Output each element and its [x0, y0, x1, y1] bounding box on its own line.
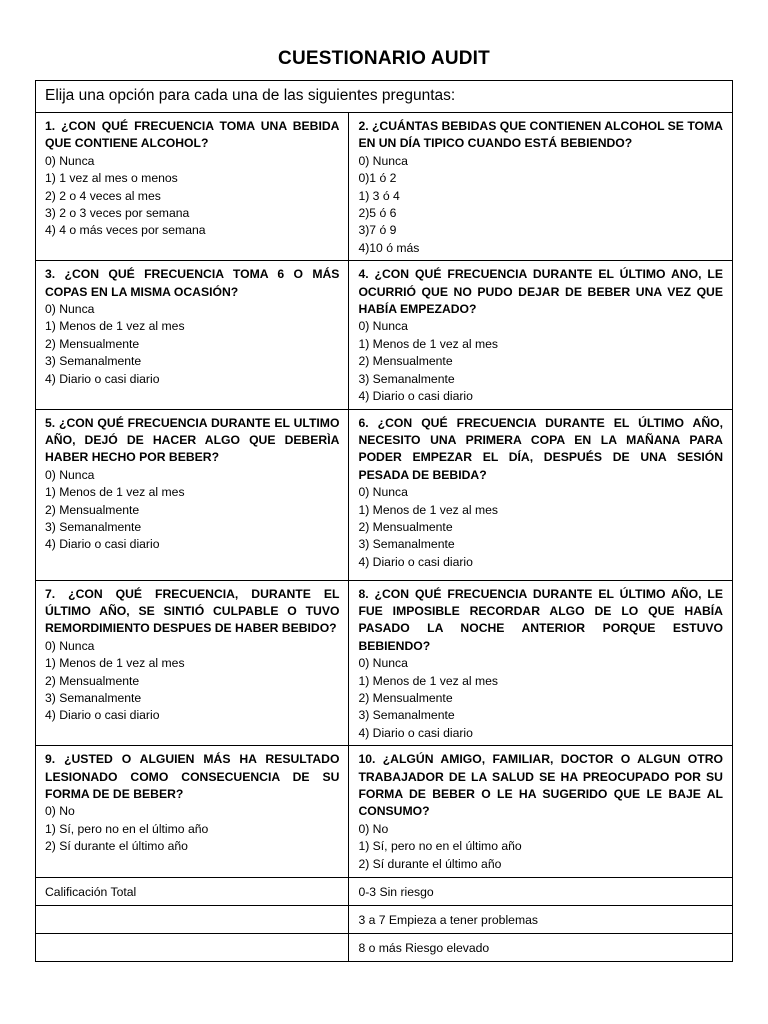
option-0: 0) No — [45, 804, 75, 819]
question-text: 6. ¿CON QUÉ FRECUENCIA DURANTE EL ÚLTIMO AÑO, NECESITO UNA PRIMERA COPA EN LA MAÑANA PARA PODER EMPEZAR EL DÍA, DESPUÉS DE UNA SESIÓN PESADA DE BEBIDA? — [358, 415, 723, 482]
question-text: 10. ¿ALGÚN AMIGO, FAMILIAR, DOCTOR O ALGUN OTRO TRABAJADOR DE LA SALUD SE HA PREOCUPADO POR SU FORMA DE BEBER O LE HA SUGERIDO QUE LE BAJE AL CONSUMO? — [358, 752, 723, 819]
option-1: 1) Sí, pero no en el último año — [358, 839, 522, 854]
option-1: 1) Menos de 1 vez al mes — [45, 656, 185, 671]
option-2: 2) Mensualmente — [358, 519, 453, 534]
option-1: 1) Menos de 1 vez al mes — [358, 336, 498, 351]
question-text: 1. ¿CON QUÉ FRECUENCIA TOMA UNA BEBIDA QUE CONTIENE ALCOHOL? — [45, 119, 340, 151]
question-1 — [36, 113, 349, 261]
option-3: 3) Semanalmente — [358, 708, 455, 723]
option-1: 1) 1 vez al mes o menos — [45, 171, 178, 186]
option-3: 3) Semanalmente — [358, 371, 455, 386]
question-3 — [36, 261, 349, 409]
question-5 — [36, 409, 349, 580]
option-1: 0)1 ó 2 — [358, 171, 397, 186]
question-9 — [36, 746, 349, 878]
audit-questionnaire-table — [35, 80, 733, 962]
question-row — [36, 746, 733, 878]
empty-cell — [36, 934, 349, 962]
option-1: 1) Menos de 1 vez al mes — [358, 502, 498, 517]
option-1: 1) Menos de 1 vez al mes — [358, 673, 498, 688]
option-2: 2) Mensualmente — [45, 336, 140, 351]
option-2: 2) Mensualmente — [45, 502, 140, 517]
option-0: 0) Nunca — [45, 467, 95, 482]
option-2: 2) Mensualmente — [358, 354, 453, 369]
score-range-high: 8 o más Riesgo elevado — [349, 934, 733, 962]
option-3: 3) Semanalmente — [45, 690, 142, 705]
question-row — [36, 580, 733, 746]
question-6 — [349, 409, 733, 580]
option-0: 0) Nunca — [358, 153, 408, 168]
instructions-row — [36, 81, 733, 113]
question-7 — [36, 580, 349, 746]
option-2: 2) Mensualmente — [45, 673, 140, 688]
question-4 — [349, 261, 733, 409]
question-text: 7. ¿CON QUÉ FRECUENCIA, DURANTE EL ÚLTIMO AÑO, SE SINTIÓ CULPABLE O TUVO REMORDIMIENTO DESPUES DE HABER BEBIDO? — [45, 586, 340, 636]
question-row — [36, 409, 733, 580]
option-1: 1) Menos de 1 vez al mes — [45, 319, 185, 334]
score-row — [36, 906, 733, 934]
option-3: 3) Semanalmente — [45, 519, 142, 534]
question-row — [36, 261, 733, 409]
question-2 — [349, 113, 733, 261]
option-4: 3)7 ó 9 — [358, 223, 397, 238]
option-4: 4) Diario o casi diario — [358, 554, 473, 569]
score-row — [36, 934, 733, 962]
question-row — [36, 113, 733, 261]
empty-cell — [36, 906, 349, 934]
option-2: 2) 2 o 4 veces al mes — [45, 188, 161, 203]
option-3: 2)5 ó 6 — [358, 206, 397, 221]
option-0: 0) Nunca — [358, 485, 408, 500]
option-3: 3) Semanalmente — [358, 537, 455, 552]
question-text: 8. ¿CON QUÉ FRECUENCIA DURANTE EL ÚLTIMO AÑO, LE FUE IMPOSIBLE RECORDAR ALGO DE LO QUE HABÍA PASADO LA NOCHE ANTERIOR PORQUE ESTUVO BEBIENDO? — [358, 586, 723, 653]
option-3: 3) 2 o 3 veces por semana — [45, 206, 190, 221]
question-text: 3. ¿CON QUÉ FRECUENCIA TOMA 6 O MÁS COPAS EN LA MISMA OCASIÓN? — [45, 267, 340, 299]
option-5: 4)10 ó más — [358, 240, 420, 255]
question-text: 4. ¿CON QUÉ FRECUENCIA DURANTE EL ÚLTIMO ANO, LE OCURRIÓ QUE NO PUDO DEJAR DE BEBER UNA VEZ QUE HABÍA EMPEZADO? — [358, 267, 723, 317]
score-range-low: 0-3 Sin riesgo — [349, 878, 733, 906]
option-4: 4) Diario o casi diario — [358, 725, 473, 740]
question-text: 5. ¿CON QUÉ FRECUENCIA DURANTE EL ULTIMO AÑO, DEJÓ DE HACER ALGO QUE DEBERÌA HABER HECHO POR BEBER? — [45, 415, 340, 465]
question-8 — [349, 580, 733, 746]
option-4: 4) Diario o casi diario — [45, 537, 160, 552]
option-4: 4) Diario o casi diario — [45, 708, 160, 723]
total-score-label: Calificación Total — [36, 878, 349, 906]
option-1: 1) Menos de 1 vez al mes — [45, 485, 185, 500]
instructions-text: Elija una opción para cada una de las siguientes preguntas: — [36, 81, 733, 113]
option-0: 0) Nunca — [358, 319, 408, 334]
option-4: 4) 4 o más veces por semana — [45, 223, 206, 238]
score-range-medium: 3 a 7 Empieza a tener problemas — [349, 906, 733, 934]
document-title: CUESTIONARIO AUDIT — [278, 48, 490, 69]
option-4: 4) Diario o casi diario — [358, 389, 473, 404]
option-2: 2) Sí durante el último año — [45, 839, 188, 854]
question-text: 9. ¿USTED O ALGUIEN MÁS HA RESULTADO LESIONADO COMO CONSECUENCIA DE SU FORMA DE DE BEBER? — [45, 752, 340, 801]
question-text: 2. ¿CUÁNTAS BEBIDAS QUE CONTIENEN ALCOHOL SE TOMA EN UN DÍA TIPICO CUANDO ESTÁ BEBIENDO? — [358, 119, 723, 151]
option-2: 2) Sí durante el último año — [358, 856, 502, 871]
option-2: 1) 3 ó 4 — [358, 188, 400, 203]
question-10 — [349, 746, 733, 878]
option-3: 3) Semanalmente — [45, 354, 142, 369]
score-row — [36, 878, 733, 906]
option-0: 0) No — [358, 821, 389, 836]
option-2: 2) Mensualmente — [358, 690, 453, 705]
option-0: 0) Nunca — [45, 302, 95, 317]
option-0: 0) Nunca — [45, 153, 95, 168]
option-0: 0) Nunca — [45, 638, 95, 653]
option-4: 4) Diario o casi diario — [45, 371, 160, 386]
option-1: 1) Sí, pero no en el último año — [45, 821, 209, 836]
option-0: 0) Nunca — [358, 656, 408, 671]
